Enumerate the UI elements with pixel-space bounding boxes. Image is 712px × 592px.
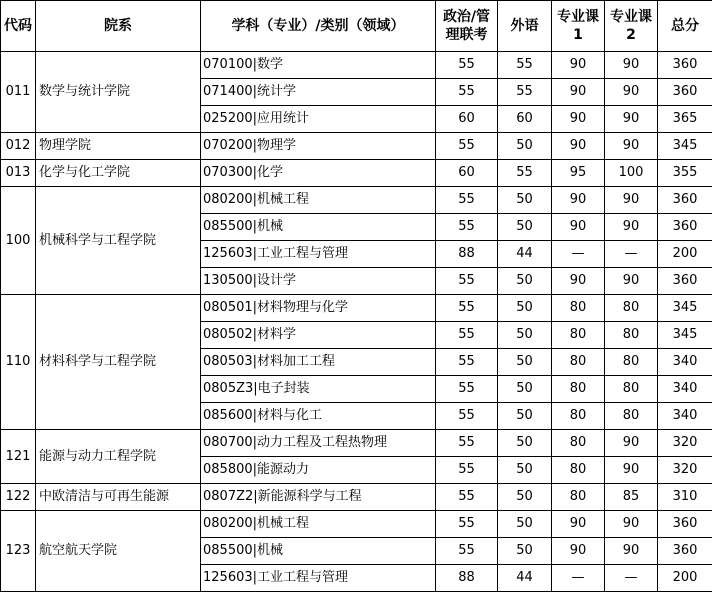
table-row [1,160,712,187]
foreign-language-score: 50 [498,511,552,538]
table-row [1,430,712,457]
politics-score: 55 [436,430,498,457]
foreign-language-score: 55 [498,52,552,79]
foreign-language-score: 55 [498,160,552,187]
total-score: 360 [658,79,712,106]
header-school: 院系 [36,1,201,52]
course-2-score: 90 [605,187,658,214]
foreign-language-score: 50 [498,403,552,430]
school-code: 122 [1,484,36,511]
course-1-score: 80 [552,457,605,484]
foreign-language-score: 50 [498,457,552,484]
table-row [1,484,712,511]
header-foreign-language: 外语 [498,1,552,52]
major-cell: 025200|应用统计 [201,106,436,133]
course-1-score: 90 [552,133,605,160]
total-score: 340 [658,376,712,403]
foreign-language-score: 50 [498,295,552,322]
major-cell: 085800|能源动力 [201,457,436,484]
foreign-language-score: 50 [498,133,552,160]
header-course-1: 专业课1 [552,1,605,52]
total-score: 340 [658,349,712,376]
header-politics: 政治/管理联考 [436,1,498,52]
school-name: 物理学院 [36,133,201,160]
total-score: 345 [658,322,712,349]
course-1-score: 90 [552,106,605,133]
major-cell: 070200|物理学 [201,133,436,160]
total-score: 200 [658,565,712,592]
course-2-score: 90 [605,106,658,133]
foreign-language-score: 60 [498,106,552,133]
total-score: 360 [658,268,712,295]
politics-score: 55 [436,295,498,322]
course-1-score: 80 [552,376,605,403]
school-name: 化学与化工学院 [36,160,201,187]
major-cell: 125603|工业工程与管理 [201,565,436,592]
course-2-score: 90 [605,268,658,295]
politics-score: 55 [436,268,498,295]
foreign-language-score: 50 [498,538,552,565]
course-1-score: 80 [552,430,605,457]
politics-score: 88 [436,565,498,592]
major-cell: 070100|数学 [201,52,436,79]
foreign-language-score: 44 [498,565,552,592]
foreign-language-score: 50 [498,187,552,214]
major-cell: 070300|化学 [201,160,436,187]
table-row [1,511,712,538]
course-1-score: 90 [552,268,605,295]
total-score: 355 [658,160,712,187]
foreign-language-score: 50 [498,268,552,295]
foreign-language-score: 44 [498,241,552,268]
politics-score: 55 [436,214,498,241]
major-cell: 0807Z2|新能源科学与工程 [201,484,436,511]
course-1-score: 90 [552,214,605,241]
school-name: 数学与统计学院 [36,52,201,133]
school-name: 中欧清洁与可再生能源 [36,484,201,511]
course-2-score: 90 [605,511,658,538]
major-cell: 080700|动力工程及工程热物理 [201,430,436,457]
header-total: 总分 [658,1,712,52]
school-name: 材料科学与工程学院 [36,295,201,430]
foreign-language-score: 50 [498,376,552,403]
course-1-score: 90 [552,538,605,565]
politics-score: 55 [436,484,498,511]
major-cell: 080503|材料加工工程 [201,349,436,376]
course-2-score: 90 [605,79,658,106]
school-name: 航空航天学院 [36,511,201,592]
course-2-score: 80 [605,322,658,349]
school-code: 100 [1,187,36,295]
total-score: 310 [658,484,712,511]
course-1-score: 90 [552,52,605,79]
header-major: 学科（专业）/类别（领域） [201,1,436,52]
politics-score: 60 [436,160,498,187]
school-name: 机械科学与工程学院 [36,187,201,295]
politics-score: 60 [436,106,498,133]
major-cell: 080200|机械工程 [201,511,436,538]
table-row [1,187,712,214]
course-2-score: — [605,565,658,592]
major-cell: 125603|工业工程与管理 [201,241,436,268]
course-2-score: 80 [605,403,658,430]
total-score: 345 [658,295,712,322]
politics-score: 55 [436,538,498,565]
politics-score: 55 [436,133,498,160]
foreign-language-score: 50 [498,322,552,349]
major-cell: 0805Z3|电子封装 [201,376,436,403]
foreign-language-score: 50 [498,349,552,376]
total-score: 360 [658,538,712,565]
total-score: 360 [658,187,712,214]
politics-score: 55 [436,79,498,106]
politics-score: 55 [436,349,498,376]
total-score: 360 [658,511,712,538]
course-1-score: 80 [552,349,605,376]
table-row [1,295,712,322]
school-code: 013 [1,160,36,187]
course-1-score: 90 [552,187,605,214]
total-score: 340 [658,403,712,430]
course-2-score: 85 [605,484,658,511]
total-score: 365 [658,106,712,133]
course-2-score: 90 [605,538,658,565]
major-cell: 080501|材料物理与化学 [201,295,436,322]
school-code: 121 [1,430,36,484]
course-2-score: 90 [605,430,658,457]
foreign-language-score: 50 [498,484,552,511]
major-cell: 085600|材料与化工 [201,403,436,430]
course-2-score: 90 [605,457,658,484]
major-cell: 080200|机械工程 [201,187,436,214]
course-1-score: 80 [552,484,605,511]
major-cell: 085500|机械 [201,538,436,565]
course-2-score: 80 [605,349,658,376]
school-code: 123 [1,511,36,592]
politics-score: 55 [436,52,498,79]
course-2-score: 90 [605,52,658,79]
course-2-score: 90 [605,214,658,241]
header-course-2: 专业课2 [605,1,658,52]
school-code: 110 [1,295,36,430]
table-row [1,52,712,79]
course-2-score: — [605,241,658,268]
politics-score: 55 [436,376,498,403]
course-1-score: 80 [552,322,605,349]
course-2-score: 80 [605,376,658,403]
course-1-score: 80 [552,403,605,430]
total-score: 200 [658,241,712,268]
school-code: 011 [1,52,36,133]
course-2-score: 100 [605,160,658,187]
politics-score: 55 [436,511,498,538]
course-1-score: 95 [552,160,605,187]
course-2-score: 80 [605,295,658,322]
major-cell: 071400|统计学 [201,79,436,106]
major-cell: 085500|机械 [201,214,436,241]
politics-score: 55 [436,187,498,214]
course-1-score: 90 [552,511,605,538]
table-row [1,133,712,160]
foreign-language-score: 50 [498,430,552,457]
school-name: 能源与动力工程学院 [36,430,201,484]
politics-score: 55 [436,457,498,484]
total-score: 345 [658,133,712,160]
header-code: 代码 [1,1,36,52]
table-body [1,52,712,592]
course-1-score: 90 [552,79,605,106]
total-score: 320 [658,457,712,484]
foreign-language-score: 50 [498,214,552,241]
school-code: 012 [1,133,36,160]
politics-score: 55 [436,403,498,430]
politics-score: 88 [436,241,498,268]
course-1-score: — [552,565,605,592]
foreign-language-score: 55 [498,79,552,106]
total-score: 360 [658,52,712,79]
total-score: 360 [658,214,712,241]
politics-score: 55 [436,322,498,349]
header-row [1,1,712,52]
course-1-score: 80 [552,295,605,322]
major-cell: 080502|材料学 [201,322,436,349]
course-2-score: 90 [605,133,658,160]
major-cell: 130500|设计学 [201,268,436,295]
total-score: 320 [658,430,712,457]
course-1-score: — [552,241,605,268]
